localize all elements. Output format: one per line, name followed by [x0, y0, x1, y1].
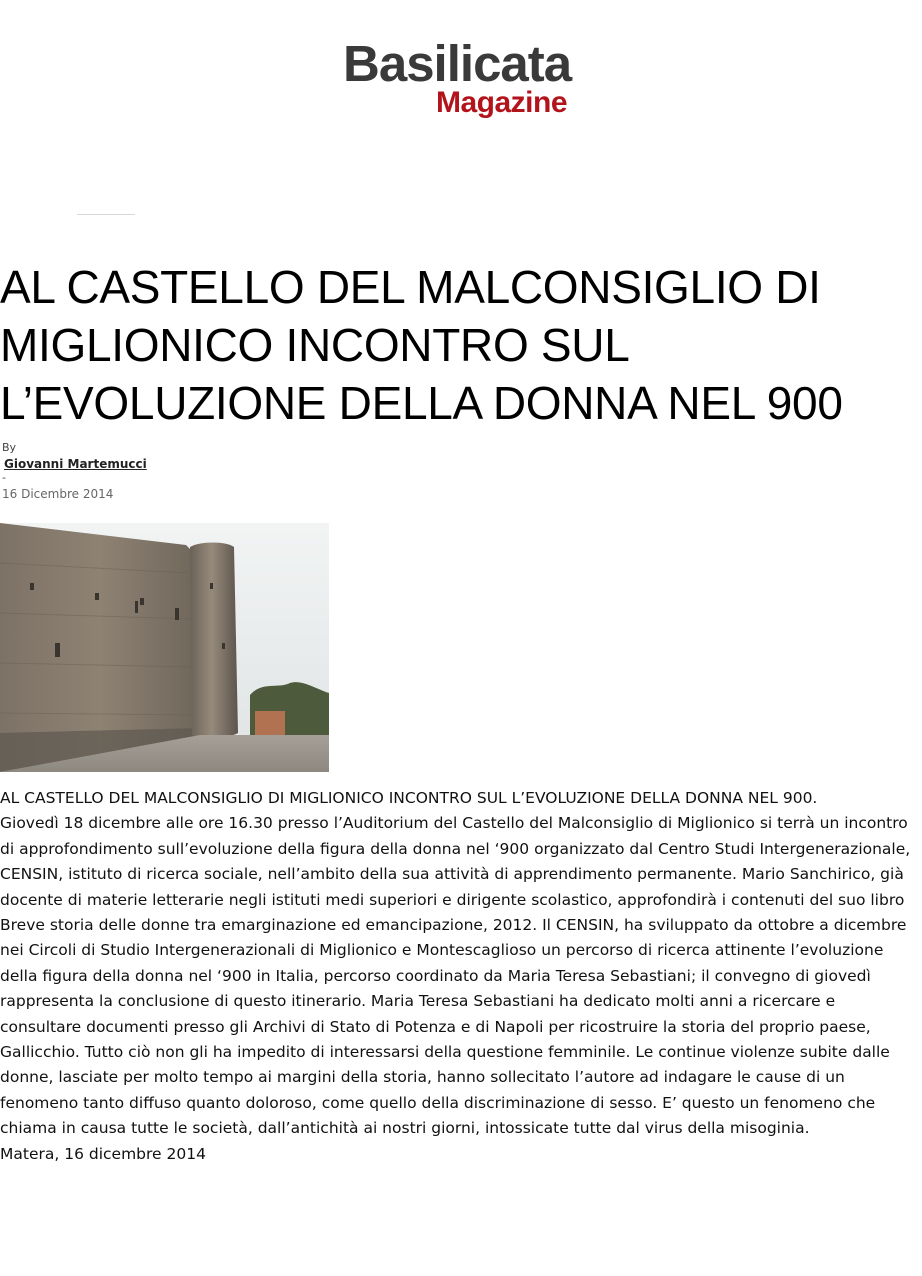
divider	[77, 214, 135, 215]
logo-sub: Magazine	[436, 86, 568, 119]
logo-name: Basilicata	[343, 35, 572, 92]
article-lead: AL CASTELLO DEL MALCONSIGLIO DI MIGLIONICO INCONTRO SUL L’EVOLUZIONE DELLA DONNA NEL 900.	[0, 789, 818, 807]
byline-label: By	[2, 441, 17, 454]
castle-tower	[190, 543, 238, 738]
article-closing: Matera, 16 dicembre 2014	[0, 1144, 206, 1163]
publish-date: 16 Dicembre 2014	[2, 487, 114, 501]
castle-photo	[0, 523, 329, 772]
article-body	[0, 786, 920, 1167]
article-text: Giovedì 18 dicembre alle ore 16.30 presso l’Auditorium del Castello del Malconsiglio di Miglionico si terrà un incontro di approfondimento sull’evoluzione della figura della donna nel ‘900 organizzato dal Centro Studi Intergenerazionale, CENSIN, istituto di ricerca sociale, nell’ambito della sua attività di apprendimento permanente. Mario Sanchirico, già docente di materie letterarie negli istituti medi superiori e dirigente scolastico, approfondirà i contenuti del suo libro Breve storia delle donne tra emarginazione ed emancipazione, 2012. Il CENSIN, ha sviluppato da ottobre a dicembre nei Circoli di Studio Intergenerazionali di Miglionico e Montescaglioso un percorso di ricerca attinente l’evoluzione della figura della donna nel ‘900 in Italia, percorso coordinato da Maria Teresa Sebastiani; il convegno di giovedì rappresenta la conclusione di questo itinerario. Maria Teresa Sebastiani ha dedicato molti anni a ricercare e consultare documenti presso gli Archivi di Stato di Potenza e di Napoli per ricostruire la storia del proprio paese, Gallicchio. Tutto ciò non gli ha impedito di interessarsi della questione femminile. Le continue violenze subite dalle donne, lasciate per molto tempo ai margini della storia, hanno sollecitato l’autore ad indagare le cause di un fenomeno tanto diffuso quanto doloroso, come quello della discriminazione di sesso. E’ questo un fenomeno che chiama in causa tutte le società, dall’antichità ai nostri giorni, intossicate tutte dal virus della misoginia.	[0, 814, 911, 1138]
small-building	[255, 711, 285, 736]
article-title: AL CASTELLO DEL MALCONSIGLIO DI MIGLIONICO INCONTRO SUL L’EVOLUZIONE DELLA DONNA NEL 900	[0, 261, 843, 429]
byline-separator: -	[2, 471, 6, 484]
site-logo[interactable]	[343, 35, 583, 119]
author-link[interactable]: Giovanni Martemucci	[4, 457, 147, 471]
